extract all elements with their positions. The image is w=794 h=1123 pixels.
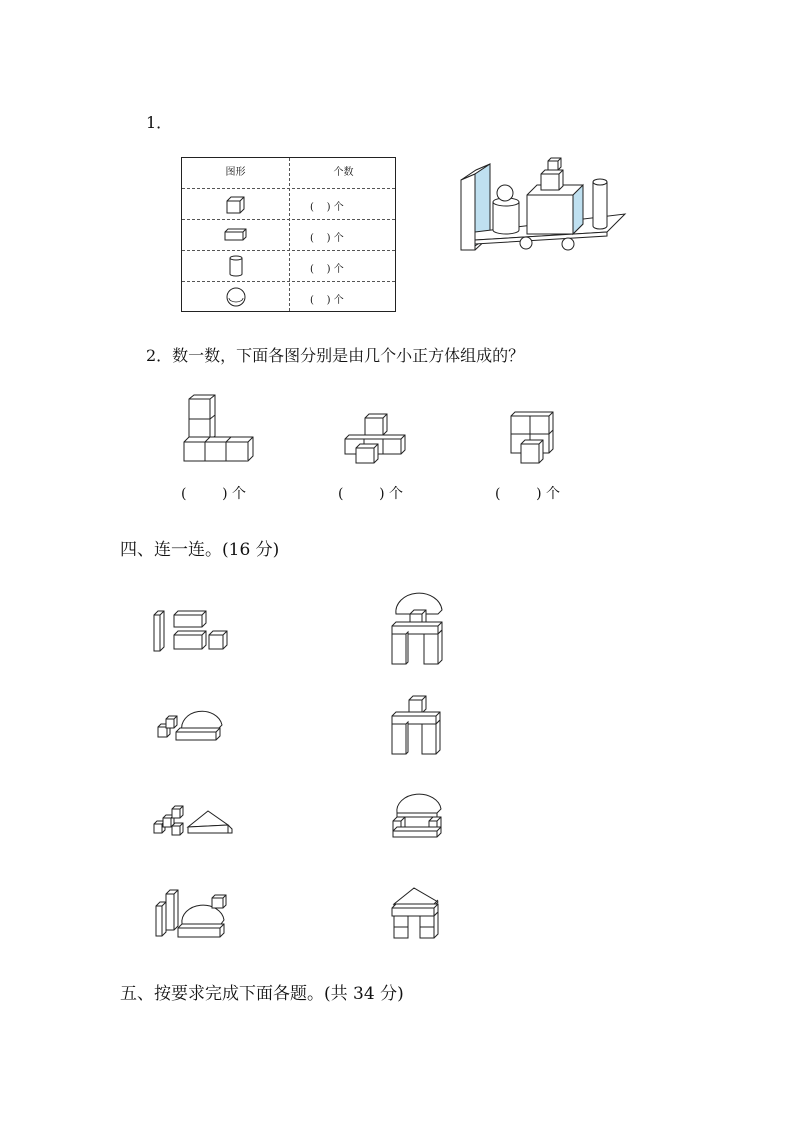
block-structure-3: [391, 795, 445, 839]
table-row-line: [182, 250, 395, 251]
block-parts-set-3: [152, 801, 234, 837]
section-5-title: 五、按要求完成下面各题。(共 34 分): [120, 984, 404, 1004]
shape-count-table: [181, 157, 396, 312]
section-4-title: 四、连一连。(16 分): [120, 540, 280, 560]
table-header-count: 个数: [333, 167, 354, 178]
cube-stack-figure-b: [342, 413, 408, 465]
count-cell: ( ) 个: [310, 264, 344, 275]
table-divider: [289, 158, 290, 311]
cuboid-icon: [224, 228, 248, 242]
table-row-line: [182, 281, 395, 282]
question-1-number: 1．: [146, 113, 173, 132]
sphere-icon: [225, 286, 247, 308]
cube-icon: [226, 196, 246, 214]
table-header-shape: 图形: [225, 167, 246, 178]
cube-stack-figure-c: [509, 411, 555, 465]
block-structure-2: [390, 694, 444, 756]
count-cell: ( ) 个: [310, 233, 344, 244]
shape-cart-illustration: [455, 150, 630, 255]
count-cell: ( ) 个: [310, 202, 344, 213]
cube-stack-figure-a: [182, 394, 256, 466]
answer-blank[interactable]: ( ) 个: [338, 486, 403, 502]
answer-blank[interactable]: ( ) 个: [495, 486, 560, 502]
count-cell: ( ) 个: [310, 295, 344, 306]
answer-blank[interactable]: ( ) 个: [181, 486, 246, 502]
block-parts-set-1: [152, 609, 232, 653]
question-2-text: 2．数一数，下面各图分别是由几个小正方体组成的？: [146, 346, 525, 365]
table-row-line: [182, 219, 395, 220]
table-row-line: [182, 188, 395, 189]
cylinder-icon: [229, 255, 243, 277]
block-parts-set-4: [154, 886, 230, 940]
block-structure-1: [390, 594, 446, 666]
block-structure-4: [390, 886, 444, 942]
block-parts-set-2: [156, 708, 228, 742]
